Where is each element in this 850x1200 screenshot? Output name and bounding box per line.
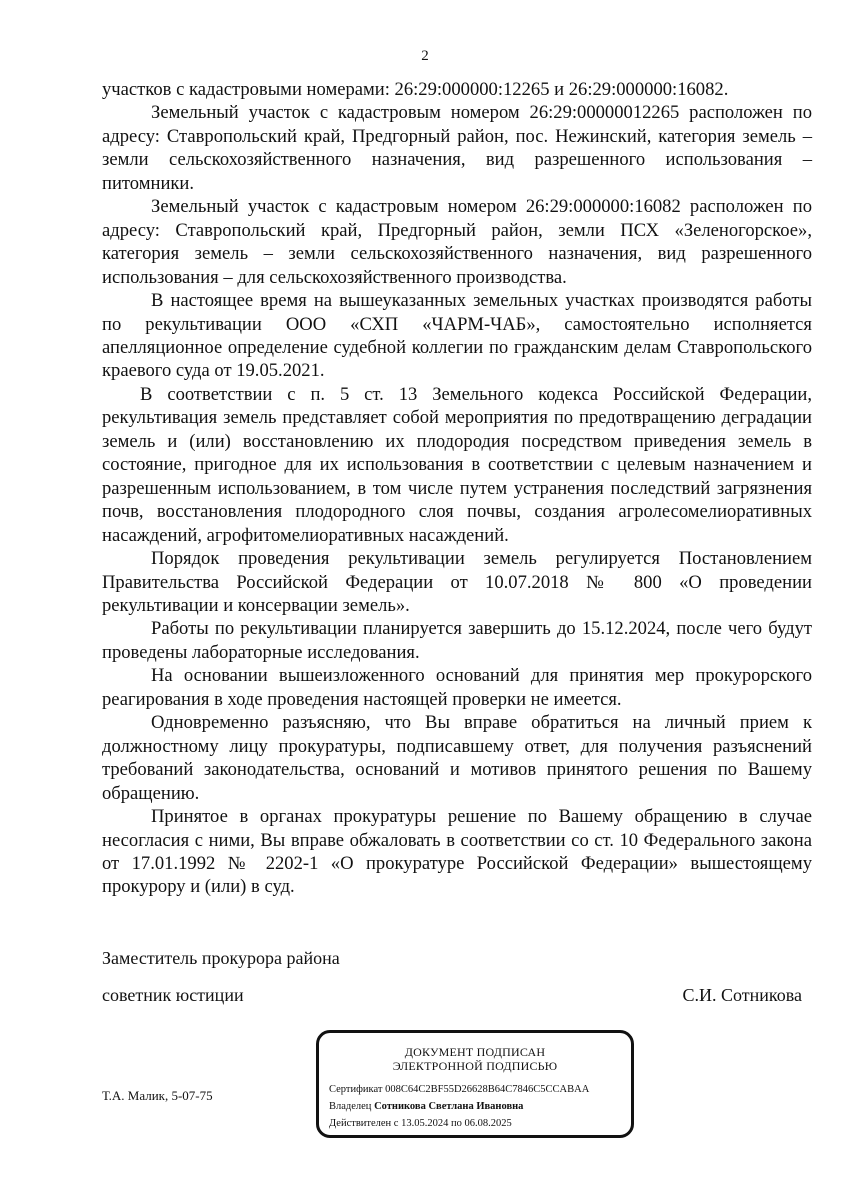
stamp-valid-to: 06.08.2025 [464, 1118, 512, 1129]
stamp-cert-label: Сертификат [329, 1084, 383, 1095]
signatory-title: Заместитель прокурора района [102, 948, 340, 968]
executor-contact: Т.А. Малик, 5-07-75 [102, 1088, 213, 1103]
paragraph-land-code: В соответствии с п. 5 ст. 13 Земельного кодекса Российской Федерации, рекультивация земель представляет собой мероприятия по предотвращению деградации земель и (или) восстановлению их плодородия посредством приведения земель в состояние, пригодное для их использования в соответствии с целевым назначением и разрешенным использованием, в том числе путем устранения последствий загрязнения почв, восстановления плодородного слоя почвы, создания агролесомелиоративных насаждений, агрофитомелиоративных насаждений. [102, 383, 812, 546]
stamp-valid-from: 13.05.2024 [401, 1118, 449, 1129]
paragraph-plot-12265: Земельный участок с кадастровым номером 26:29:00000012265 расположен по адресу: Ставропольский край, Предгорный район, пос. Нежинский, категория земель – земли сельскохозяйственного назначения, вид разрешенного использования – питомники. [102, 102, 812, 194]
stamp-valid-label: Действителен [329, 1118, 392, 1129]
stamp-certificate [319, 1081, 631, 1098]
signatory-rank: советник юстиции [102, 985, 244, 1005]
paragraph-personal-reception: Одновременно разъясняю, что Вы вправе обратиться на личный прием к должностному лицу прокуратуры, подписавшему ответ, для получения разъяснений требований законодательства, оснований и мотивов принятого решения по Вашему обращению. [102, 712, 812, 804]
paragraph-appeal-rights: Принятое в органах прокуратуры решение по Вашему обращению в случае несогласия с ними, Вы вправе обжаловать в соответствии со ст. 10 Федерального закона от 17.01.1992 № 2202-1 «О прокуратуре Российской Федерации» вышестоящему прокурору и (или) в суд. [102, 806, 812, 898]
stamp-valid-from-label: с [393, 1118, 399, 1129]
stamp-header-line2: ЭЛЕКТРОННОЙ ПОДПИСЬЮ [392, 1059, 558, 1073]
paragraph-recultivation-works: В настоящее время на вышеуказанных земельных участках производятся работы по рекультивации ООО «СХП «ЧАРМ-ЧАБ», самостоятельно исполняется апелляционное определение судебной коллегии по гражданским делам Ставропольского краевого суда от 19.05.2021. [102, 290, 812, 382]
page-number: 2 [421, 48, 429, 64]
stamp-header-line1: ДОКУМЕНТ ПОДПИСАН [404, 1045, 546, 1059]
letter-body [102, 78, 812, 899]
paragraph-plot-16082: Земельный участок с кадастровым номером 26:29:000000:16082 расположен по адресу: Ставропольский край, Предгорный район, земли ПСХ «Зеленогорское», категория земель – земли сельскохозяйственного назначения, вид разрешенного использования – для сельскохозяйственного производства. [102, 196, 812, 288]
electronic-signature-stamp [316, 1030, 634, 1138]
paragraph-cadastral-list: участков с кадастровыми номерами: 26:29:000000:12265 и 26:29:000000:16082. [102, 79, 729, 100]
stamp-owner-value: Сотникова Светлана Ивановна [374, 1101, 524, 1112]
stamp-cert-value: 008C64C2BF55D26628B64C7846C5CCABAA [385, 1084, 590, 1095]
stamp-owner-label: Владелец [329, 1101, 372, 1112]
stamp-valid-to-label: по [450, 1118, 462, 1129]
paragraph-conclusion: На основании вышеизложенного оснований для принятия мер прокурорского реагирования в ходе проведения настоящей проверки не имеется. [102, 665, 812, 710]
paragraph-procedure: Порядок проведения рекультивации земель регулируется Постановлением Правительства Российской Федерации от 10.07.2018 № 800 «О проведении рекультивации и консервации земель». [102, 548, 812, 616]
signatory-name: С.И. Сотникова [682, 985, 802, 1005]
paragraph-completion-date: Работы по рекультивации планируется завершить до 15.12.2024, после чего будут проведены лабораторные исследования. [102, 618, 812, 663]
stamp-validity [319, 1115, 631, 1132]
stamp-owner [319, 1098, 631, 1115]
